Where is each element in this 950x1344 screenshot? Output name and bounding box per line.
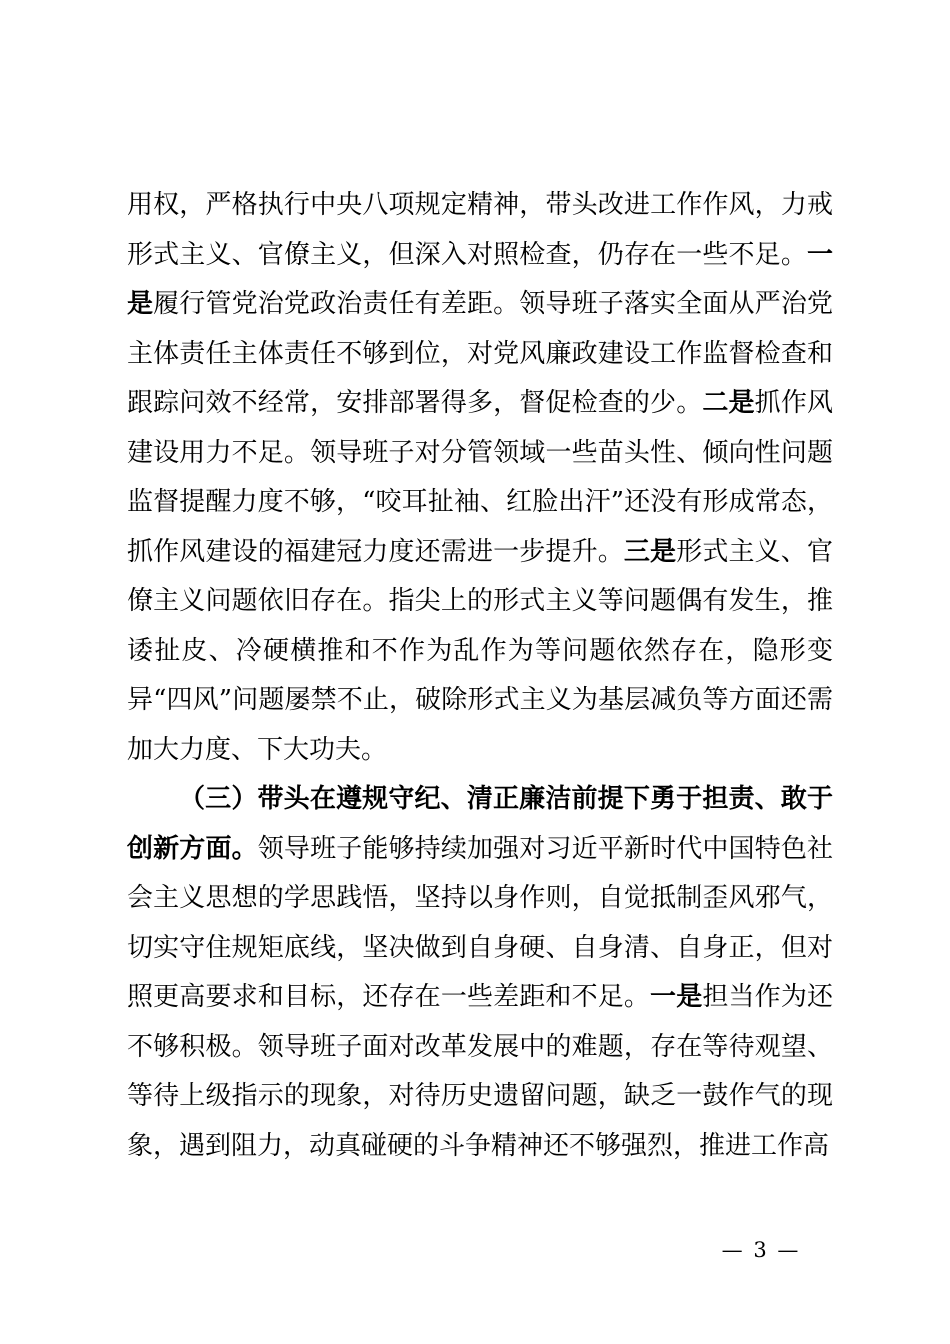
text-run: 领导班子能够持续加强对习近平新时代中国特色社会主义思想的学思践悟，坚持以身作则，自觉抵制歪风邪气，切实守住规矩底线，坚决做到自身硬、自身清、自身正，但对照更高要求和目标，还存在一些差距和不足。	[127, 833, 833, 1012]
page-number: — 3 —	[721, 1238, 801, 1262]
text-run: 用权，严格执行中央八项规定精神，带头改进工作作风，力戒形式主义、官僚主义，但深入对照检查，仍存在一些不足。	[127, 190, 833, 270]
point-marker-first: 一是	[650, 982, 703, 1012]
text-run: 抓作风建设用力不足。领导班子对分管领域一些苗头性、倾向性问题监督提醒力度不够，“咬耳扯袖、红脸出汗”还没有形成常态，抓作风建设的福建冠力度还需进一步提升。	[127, 388, 833, 567]
section-heading: （三）带头在遵规守纪、清正廉洁前提下勇于担责、敢于创新方面。	[127, 784, 833, 864]
point-marker-first: 一是	[127, 239, 833, 319]
point-marker-second: 二是	[702, 388, 755, 418]
text-run: 担当作为还不够积极。领导班子面对改革发展中的难题，存在等待观望、等待上级指示的现象，对待历史遗留问题，缺乏一鼓作气的现象，遇到阻力，动真碰硬的斗争精神还不够强烈，推进工作高	[127, 982, 833, 1161]
paragraph-continuation	[127, 181, 833, 775]
paragraph-section-three	[127, 775, 833, 1171]
text-run: 形式主义、官僚主义问题依旧存在。指尖上的形式主义等问题偶有发生，推诿扯皮、冷硬横推和不作为乱作为等问题依然存在，隐形变异“四风”问题屡禁不止，破除形式主义为基层减负等方面还需加大力度、下大功夫。	[127, 536, 833, 765]
point-marker-third: 三是	[623, 536, 677, 567]
body-text	[127, 181, 833, 1171]
text-run: 履行管党治党政治责任有差距。领导班子落实全面从严治党主体责任主体责任不够到位，对党风廉政建设工作监督检查和跟踪问效不经常，安排部署得多，督促检查的少。	[127, 289, 833, 418]
